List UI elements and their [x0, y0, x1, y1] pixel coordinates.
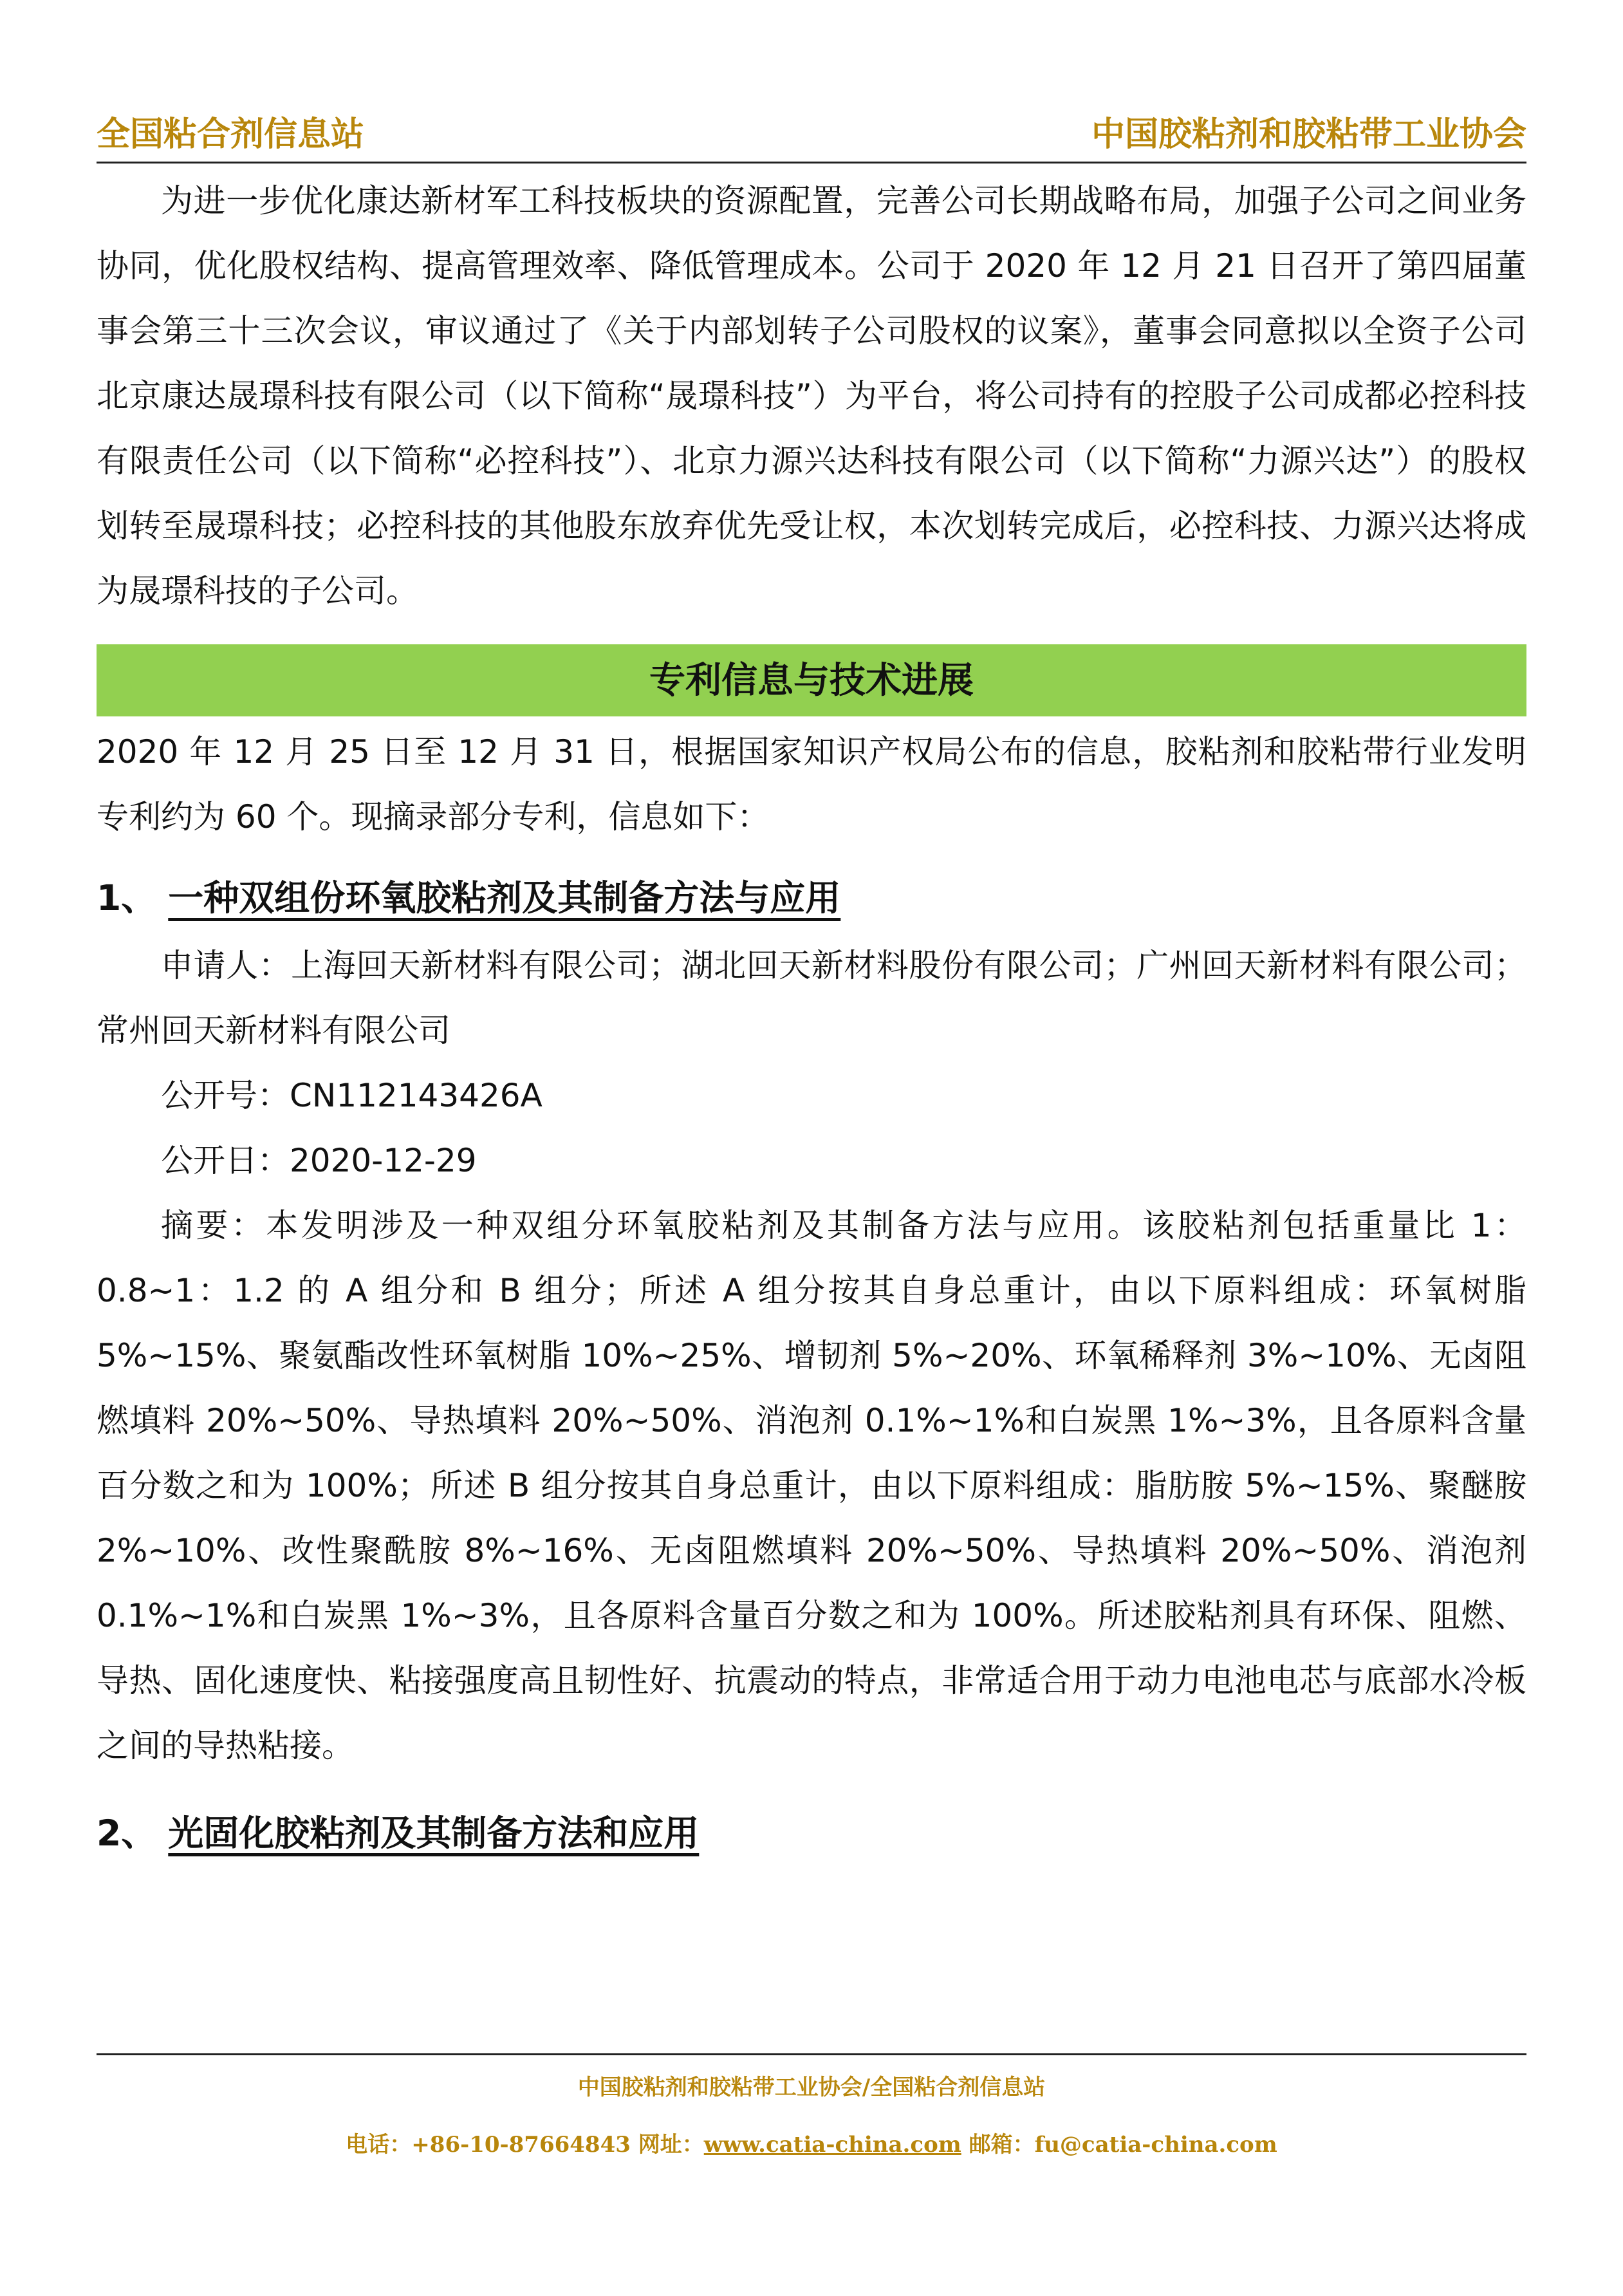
patent-2-title: 光固化胶粘剂及其制备方法和应用 [168, 1813, 700, 1854]
page-header [97, 108, 1526, 163]
patent-2-number: 2、 [97, 1813, 157, 1854]
intro-paragraph: 为进一步优化康达新材军工科技板块的资源配置，完善公司长期战略布局，加强子公司之间业务协同，优化股权结构、提高管理效率、降低管理成本。公司于 2020 年 12 月 21 日召开了第四届董事会第三十三次会议，审议通过了《关于内部划转子公司股权的议案》，董事会同意拟以全资子公司北京康达晟璟科技有限公司（以下简称“晟璟科技”）为平台，将公司持有的控股子公司成都必控科技有限责任公司（以下简称“必控科技”）、北京力源兴达科技有限公司（以下简称“力源兴达”）的股权划转至晟璟科技；必控科技的其他股东放弃优先受让权，本次划转完成后，必控科技、力源兴达将成为晟璟科技的子公司。 [97, 182, 1526, 610]
section-banner-title: 专利信息与技术进展 [649, 659, 974, 702]
patent-1-title: 一种双组份环氧胶粘剂及其制备方法与应用 [168, 877, 841, 919]
patent-1-applicant: 申请人：上海回天新材料有限公司；湖北回天新材料股份有限公司；广州回天新材料有限公司；常州回天新材料有限公司 [97, 947, 1526, 1049]
header-right-title: 中国胶粘剂和胶粘带工业协会 [1091, 115, 1526, 154]
patent-1-abstract: 摘要：本发明涉及一种双组分环氧胶粘剂及其制备方法与应用。该胶粘剂包括重量比 1：0.8~1：1.2 的 A 组分和 B 组分；所述 A 组分按其自身总重计，由以下原料组成：环氧树脂 5%~15%、聚氨酯改性环氧树脂 10%~25%、增韧剂 5%~20%、环氧稀释剂 3%~10%、无卤阻燃填料 20%~50%、导热填料 20%~50%、消泡剂 0.1%~1%和白炭黑 1%~3%，且各原料含量百分数之和为 100%；所述 B 组分按其自身总重计，由以下原料组成：脂肪胺 5%~15%、聚醚胺 2%~10%、改性聚酰胺 8%~16%、无卤阻燃填料 20%~50%、导热填料 20%~50%、消泡剂 0.1%~1%和白炭黑 1%~3%，且各原料含量百分数之和为 100%。所述胶粘剂具有环保、阻燃、导热、固化速度快、粘接强度高且韧性好、抗震动的特点，非常适合用于动力电池电芯与底部水冷板之间的导热粘接。 [97, 1207, 1526, 1764]
section-intro: 2020 年 12 月 25 日至 12 月 31 日，根据国家知识产权局公布的信息，胶粘剂和胶粘带行业发明专利约为 60 个。现摘录部分专利，信息如下： [97, 733, 1526, 835]
footer-org: 中国胶粘剂和胶粘带工业协会/全国粘合剂信息站 [577, 2075, 1046, 2100]
patent-1-heading [97, 863, 1526, 933]
page-footer [97, 2053, 1526, 2158]
footer-website-link[interactable]: www.catia-china.com [703, 2132, 961, 2158]
section-banner [97, 644, 1526, 716]
footer-phone: 电话：+86-10-87664843 网址： [346, 2132, 704, 2158]
footer-email: 邮箱：fu@catia-china.com [961, 2132, 1277, 2158]
patent-2-heading [97, 1798, 1526, 1869]
header-left-title: 全国粘合剂信息站 [97, 115, 365, 154]
patent-1-number: 1、 [97, 877, 157, 919]
patent-1-pub-date: 公开日：2020-12-29 [161, 1142, 477, 1179]
page-content [97, 169, 1526, 1869]
footer-contact [97, 2127, 1526, 2158]
patent-1-pub-no: 公开号：CN112143426A [161, 1077, 543, 1114]
